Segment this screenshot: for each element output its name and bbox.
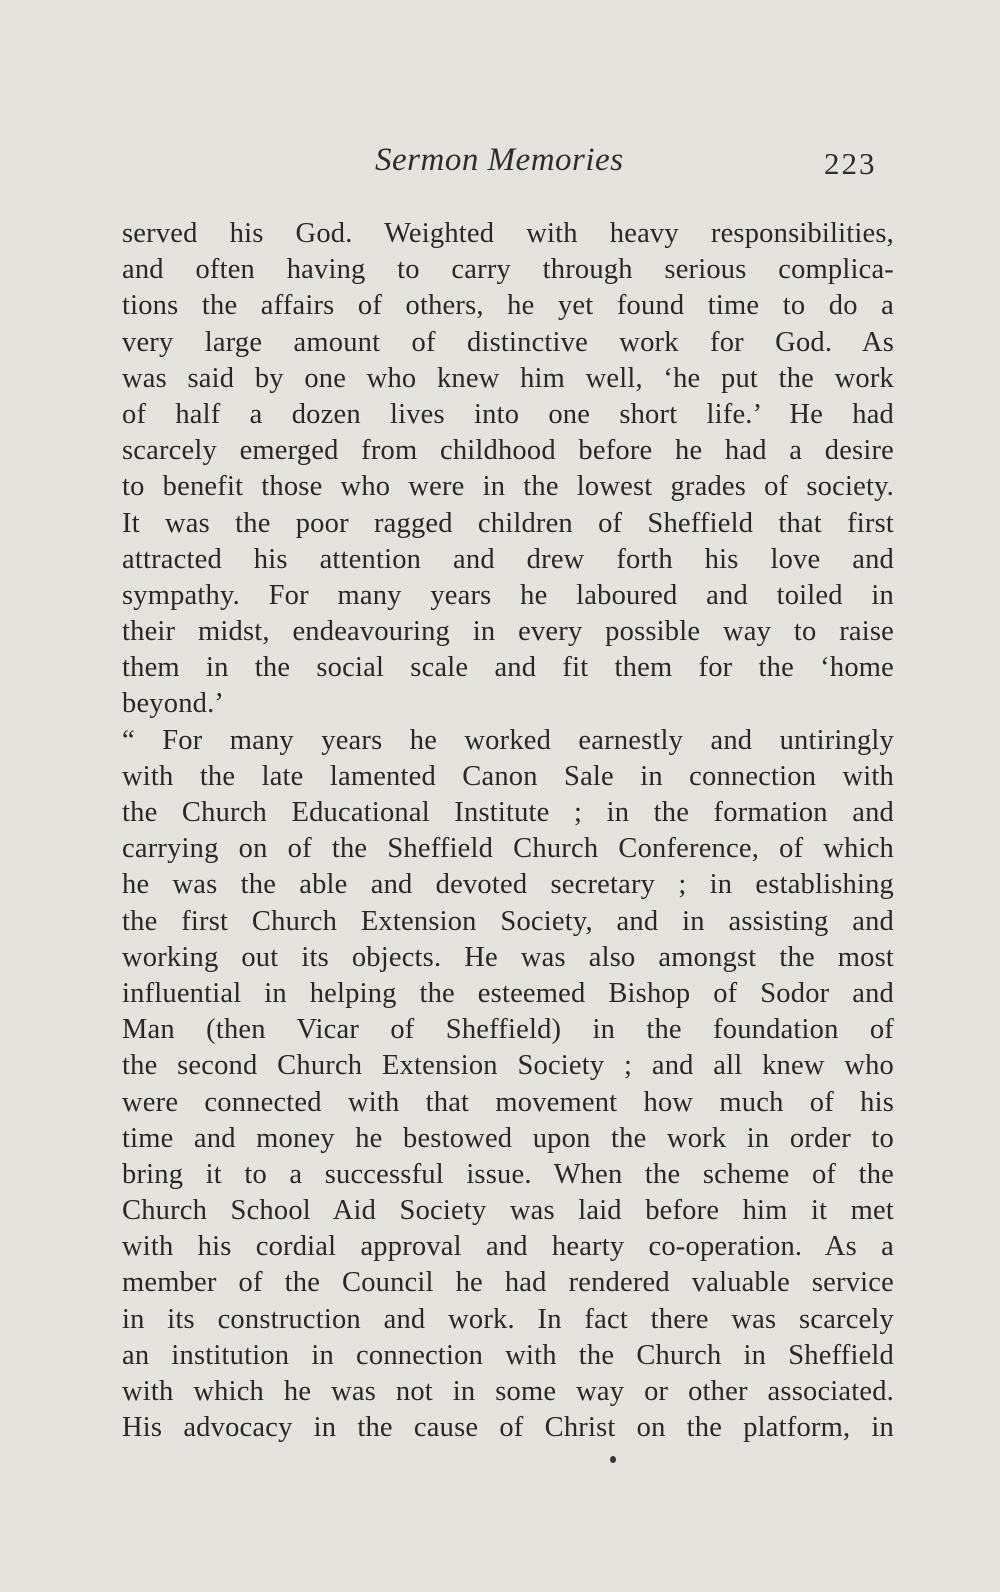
text-line: attracted his attention and drew forth his love and <box>122 543 894 575</box>
text-line: carrying on of the Sheffield Church Conference, of which <box>122 833 894 865</box>
text-line: very large amount of distinctive work for God. As <box>122 326 894 358</box>
text-line: the Church Educational Institute ; in the formation and <box>122 797 894 828</box>
text-line: influential in helping the esteemed Bishop of Sodor and <box>122 977 894 1009</box>
text-line: their midst, endeavouring in every possible way to raise <box>122 616 894 648</box>
text-line: time and money he bestowed upon the work in order to <box>122 1122 894 1154</box>
text-line: working out its objects. He was also amongst the most <box>122 941 894 973</box>
text-line: in its construction and work. In fact there was scarcely <box>122 1303 894 1335</box>
text-line: was said by one who knew him well, ‘he put the work <box>122 362 894 394</box>
text-line: with the late lamented Canon Sale in connection with <box>122 760 894 792</box>
text-line: of half a dozen lives into one short life.’ He had <box>122 398 894 430</box>
text-line: It was the poor ragged children of Sheffield that first <box>122 507 894 539</box>
running-title: Sermon Memories <box>375 142 624 178</box>
text-line: His advocacy in the cause of Christ on the platform, in <box>122 1412 894 1444</box>
text-line: Church School Aid Society was laid before him it met <box>122 1195 894 1227</box>
text-line: to benefit those who were in the lowest grades of society. <box>122 471 894 503</box>
text-line: “ For many years he worked earnestly and untiringly <box>122 724 894 756</box>
body-text <box>122 216 894 1446</box>
text-line: bring it to a successful issue. When the scheme of the <box>122 1158 894 1190</box>
text-line: sympathy. For many years he laboured and toiled in <box>122 579 894 611</box>
page-number: 223 <box>824 146 877 181</box>
text-line: beyond.’ <box>122 688 225 720</box>
text-line: the first Church Extension Society, and in assisting and <box>122 905 894 937</box>
text-line: scarcely emerged from childhood before he had a desire <box>122 435 894 467</box>
text-line: them in the social scale and fit them for the ‘home <box>122 652 894 684</box>
text-line: and often having to carry through serious complica- <box>122 254 894 286</box>
text-line: served his God. Weighted with heavy responsibilities, <box>122 218 894 249</box>
text-line: Man (then Vicar of Sheffield) in the foundation of <box>122 1014 894 1046</box>
page-header <box>0 140 1000 190</box>
text-line: tions the affairs of others, he yet found time to do a <box>122 290 894 322</box>
text-line: with which he was not in some way or other associated. <box>122 1376 894 1407</box>
text-line: member of the Council he had rendered valuable service <box>122 1267 894 1299</box>
text-line: were connected with that movement how much of his <box>122 1086 894 1118</box>
signature-mark <box>610 1456 616 1463</box>
text-line: an institution in connection with the Church in Sheffield <box>122 1339 894 1371</box>
text-line: he was the able and devoted secretary ; in establishing <box>122 869 894 901</box>
text-line: with his cordial approval and hearty co-operation. As a <box>122 1231 894 1263</box>
text-line: the second Church Extension Society ; and all knew who <box>122 1050 894 1082</box>
